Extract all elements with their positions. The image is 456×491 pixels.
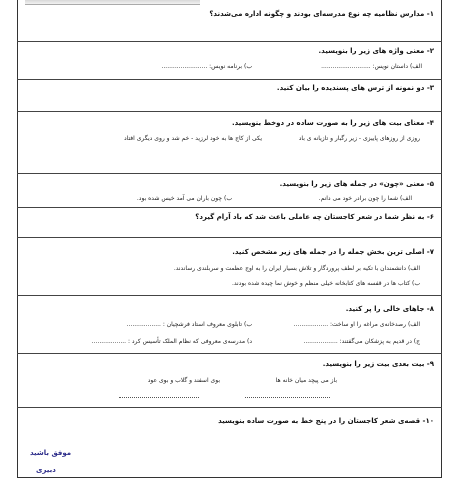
question-2-section: [17, 42, 442, 80]
question-2-item-a: الف) داستان نویس: ..........................: [321, 63, 422, 70]
question-4-text: ۴- معنای بیت های زیر را به صورت ساده در دوخط بنویسید.: [231, 119, 434, 127]
question-9-text: ۹- بیت بعدی بیت زیر را بنویسید.: [322, 360, 434, 368]
question-5-item-b: ب) چون باران می آمد خیس شده بود.: [136, 195, 232, 202]
question-8-item-b: ب) تابلوی معروف استاد فرشچیان : ..................: [126, 321, 252, 328]
footer-teacher: دبیری: [36, 466, 56, 474]
question-8-item-a: الف) رصدخانه‌ی مراغه را او ساخت: ..................: [293, 321, 420, 328]
question-9-verse-line-1: باز می پیچد میان خانه ها: [275, 377, 337, 384]
question-10-text: ۱۰- قصه‌ی شعر کاجستان را در پنج خط به صورت ساده بنویسید: [218, 417, 434, 425]
question-10-section: [17, 408, 442, 478]
question-2-item-b: ب) برنامه نویس: ........................: [161, 63, 252, 70]
question-7-text: ۷- اصلی ترین بخش جمله را در جمله های زیر مشخص کنید.: [232, 248, 434, 256]
question-8-section: [17, 296, 442, 354]
question-5-section: [17, 174, 442, 208]
question-3-text: ۳- دو نمونه از ترس های پسندیده را بیان کنید.: [276, 84, 434, 92]
question-6-text: ۶- به نظر شما در شعر کاجستان چه عاملی باعث شد که باد آرام گیرد؟: [195, 213, 434, 221]
question-8-item-c: ج) در قدیم به پزشکان می‌گفتند: ..................: [303, 338, 420, 345]
question-1-text: ۱- مدارس نظامیه چه نوع مدرسه‌ای بودند و چگونه اداره می‌شدند؟: [209, 10, 434, 18]
question-4-verse-1: روزی از روزهای پاییزی - زیر رگبار و تازیانه ی باد: [298, 135, 420, 142]
footer-wish: موفق باشید: [30, 449, 72, 457]
answer-line-1: [119, 397, 199, 398]
question-5-text: ۵- معنی «چون» در جمله های زیر را بنویسید.: [279, 180, 434, 188]
answer-line-2: [245, 397, 330, 398]
question-9-verse-line-2: بوی اسفند و گلاب و بوی عود: [147, 377, 220, 384]
question-8-text: ۸- جاهای خالی را پر کنید.: [345, 305, 434, 313]
question-6-section: [17, 208, 442, 238]
question-7-item-a: الف) دانشمندان با تکیه بر لطف پروردگار و تلاش بسیار ایران را به اوج عظمت و سربلندی رساندند.: [173, 265, 420, 272]
question-2-text: ۲- معنی واژه های زیر را بنویسید.: [318, 47, 434, 55]
question-8-item-d: د) مدرسه‌ی معروفی که نظام الملک تأسیس کرد : ..................: [91, 338, 252, 345]
question-4-verse-2: یکی از کاج ها به خود لرزید - خم شد و روی دیگری افتاد: [123, 135, 262, 142]
question-4-section: [17, 112, 442, 174]
question-7-section: [17, 238, 442, 296]
question-5-item-a: الف) شما را چون برادر خود می دانم.: [318, 195, 412, 202]
question-3-section: [17, 80, 442, 112]
question-7-item-b: ب) کتاب ها در قفسه های کتابخانه خیلی منظم و خوش نما چیده شده بودند.: [231, 280, 420, 287]
question-1-section: [17, 0, 442, 42]
question-9-section: [17, 354, 442, 408]
